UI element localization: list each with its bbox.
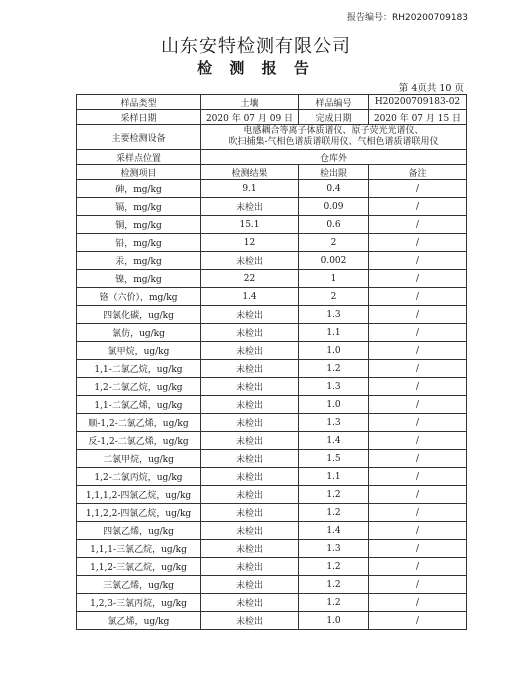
note-cell: / <box>369 540 467 558</box>
finish-date-value: 2020 年 07 月 15 日 <box>369 110 467 125</box>
limit-cell: 1.2 <box>299 486 369 504</box>
item-cell: 汞，mg/kg <box>77 252 201 270</box>
item-cell: 氯乙烯，ug/kg <box>77 612 201 630</box>
table-row <box>77 180 467 198</box>
item-cell: 1,2-二氯乙烷，ug/kg <box>77 378 201 396</box>
report-title: 检 测 报 告 <box>197 59 315 77</box>
equipment-label: 主要检测设备 <box>77 125 201 150</box>
table-row <box>77 468 467 486</box>
table-row <box>77 306 467 324</box>
result-cell: 未检出 <box>201 540 299 558</box>
note-cell: / <box>369 558 467 576</box>
note-cell: / <box>369 342 467 360</box>
item-cell: 铬（六价），mg/kg <box>77 288 201 306</box>
table-row <box>77 360 467 378</box>
result-cell: 未检出 <box>201 252 299 270</box>
limit-cell: 0.4 <box>299 180 369 198</box>
item-cell: 1,2,3-三氯丙烷，ug/kg <box>77 594 201 612</box>
result-cell: 9.1 <box>201 180 299 198</box>
table-row <box>77 198 467 216</box>
note-cell: / <box>369 234 467 252</box>
result-cell: 未检出 <box>201 468 299 486</box>
item-cell: 四氯化碳，ug/kg <box>77 306 201 324</box>
item-cell: 1,1,1-三氯乙烷，ug/kg <box>77 540 201 558</box>
equipment-line-1: 电感耦合等离子体质谱仪、原子荧光光谱仪、 <box>243 126 424 136</box>
table-row <box>77 288 467 306</box>
limit-cell: 1.5 <box>299 450 369 468</box>
note-cell: / <box>369 504 467 522</box>
table-row <box>77 432 467 450</box>
item-cell: 四氯乙烯，ug/kg <box>77 522 201 540</box>
limit-cell: 1.3 <box>299 306 369 324</box>
result-cell: 未检出 <box>201 594 299 612</box>
equipment-value <box>201 125 467 150</box>
result-cell: 未检出 <box>201 612 299 630</box>
item-cell: 砷，mg/kg <box>77 180 201 198</box>
result-cell: 未检出 <box>201 486 299 504</box>
result-cell: 未检出 <box>201 306 299 324</box>
result-cell: 未检出 <box>201 504 299 522</box>
report-number <box>347 10 468 23</box>
note-cell: / <box>369 414 467 432</box>
result-cell: 15.1 <box>201 216 299 234</box>
note-cell: / <box>369 180 467 198</box>
column-header-note: 备注 <box>369 165 467 180</box>
table-row <box>77 576 467 594</box>
item-cell: 1,2-二氯丙烷，ug/kg <box>77 468 201 486</box>
result-cell: 未检出 <box>201 414 299 432</box>
item-cell: 1,1-二氯乙烷，ug/kg <box>77 360 201 378</box>
table-row <box>77 594 467 612</box>
note-cell: / <box>369 324 467 342</box>
table-row <box>77 450 467 468</box>
item-cell: 二氯甲烷，ug/kg <box>77 450 201 468</box>
equipment-row <box>77 125 467 150</box>
limit-cell: 0.6 <box>299 216 369 234</box>
page-info: 第 4页共 10 页 <box>398 83 464 94</box>
location-value: 仓库外 <box>201 150 467 165</box>
result-cell: 未检出 <box>201 342 299 360</box>
item-cell: 铅，mg/kg <box>77 234 201 252</box>
finish-date-label: 完成日期 <box>299 110 369 125</box>
note-cell: / <box>369 288 467 306</box>
note-cell: / <box>369 396 467 414</box>
limit-cell: 1.1 <box>299 324 369 342</box>
limit-cell: 1.3 <box>299 414 369 432</box>
limit-cell: 0.09 <box>299 198 369 216</box>
table-row <box>77 270 467 288</box>
limit-cell: 1.4 <box>299 522 369 540</box>
table-row <box>77 612 467 630</box>
item-cell: 氯仿，ug/kg <box>77 324 201 342</box>
item-cell: 氯甲烷，ug/kg <box>77 342 201 360</box>
limit-cell: 1.4 <box>299 432 369 450</box>
limit-cell: 1.2 <box>299 576 369 594</box>
limit-cell: 0.002 <box>299 252 369 270</box>
result-cell: 未检出 <box>201 396 299 414</box>
sampling-date-value: 2020 年 07 月 09 日 <box>201 110 299 125</box>
note-cell: / <box>369 450 467 468</box>
table-row <box>77 378 467 396</box>
sample-type-row <box>77 95 467 110</box>
table-row <box>77 540 467 558</box>
note-cell: / <box>369 522 467 540</box>
result-cell: 22 <box>201 270 299 288</box>
note-cell: / <box>369 612 467 630</box>
note-cell: / <box>369 432 467 450</box>
result-cell: 未检出 <box>201 522 299 540</box>
limit-cell: 1.2 <box>299 360 369 378</box>
note-cell: / <box>369 216 467 234</box>
item-cell: 1,1,2,2-四氯乙烷，ug/kg <box>77 504 201 522</box>
sample-number-label: 样品编号 <box>299 95 369 110</box>
item-cell: 三氯乙烯，ug/kg <box>77 576 201 594</box>
result-cell: 未检出 <box>201 432 299 450</box>
item-cell: 镍，mg/kg <box>77 270 201 288</box>
organization-name: 山东安特检测有限公司 <box>161 36 351 57</box>
column-header-item: 检测项目 <box>77 165 201 180</box>
limit-cell: 1.1 <box>299 468 369 486</box>
sampling-date-label: 采样日期 <box>77 110 201 125</box>
note-cell: / <box>369 252 467 270</box>
equipment-line-2: 吹扫捕集-气相色谱质谱联用仪、气相色谱质谱联用仪 <box>228 137 439 147</box>
limit-cell: 1.0 <box>299 396 369 414</box>
report-number-label: 报告编号： <box>346 13 392 23</box>
note-cell: / <box>369 198 467 216</box>
note-cell: / <box>369 306 467 324</box>
result-cell: 未检出 <box>201 450 299 468</box>
table-row <box>77 558 467 576</box>
item-cell: 镉，mg/kg <box>77 198 201 216</box>
location-row <box>77 150 467 165</box>
note-cell: / <box>369 468 467 486</box>
limit-cell: 2 <box>299 288 369 306</box>
column-header-row <box>77 165 467 180</box>
limit-cell: 2 <box>299 234 369 252</box>
item-cell: 1,1-二氯乙烯，ug/kg <box>77 396 201 414</box>
result-cell: 未检出 <box>201 360 299 378</box>
note-cell: / <box>369 594 467 612</box>
table-row <box>77 486 467 504</box>
limit-cell: 1.2 <box>299 558 369 576</box>
column-header-limit: 检出限 <box>299 165 369 180</box>
result-cell: 1.4 <box>201 288 299 306</box>
item-cell: 铜，mg/kg <box>77 216 201 234</box>
column-header-result: 检测结果 <box>201 165 299 180</box>
table-row <box>77 324 467 342</box>
result-cell: 未检出 <box>201 378 299 396</box>
result-cell: 未检出 <box>201 198 299 216</box>
sample-type-value: 土壤 <box>201 95 299 110</box>
result-cell: 12 <box>201 234 299 252</box>
note-cell: / <box>369 360 467 378</box>
limit-cell: 1 <box>299 270 369 288</box>
sample-number-value: H20200709183-02 <box>369 95 467 110</box>
result-cell: 未检出 <box>201 576 299 594</box>
item-cell: 反-1,2-二氯乙烯，ug/kg <box>77 432 201 450</box>
table-row <box>77 216 467 234</box>
limit-cell: 1.2 <box>299 504 369 522</box>
location-label: 采样点位置 <box>77 150 201 165</box>
sample-type-label: 样品类型 <box>77 95 201 110</box>
item-cell: 1,1,2-三氯乙烷，ug/kg <box>77 558 201 576</box>
table-row <box>77 396 467 414</box>
item-cell: 顺-1,2-二氯乙烯，ug/kg <box>77 414 201 432</box>
limit-cell: 1.3 <box>299 378 369 396</box>
note-cell: / <box>369 576 467 594</box>
table-row <box>77 414 467 432</box>
report-number-value: RH20200709183 <box>391 13 468 23</box>
table-row <box>77 252 467 270</box>
table-row <box>77 522 467 540</box>
item-cell: 1,1,1,2-四氯乙烷，ug/kg <box>77 486 201 504</box>
result-cell: 未检出 <box>201 324 299 342</box>
limit-cell: 1.0 <box>299 342 369 360</box>
limit-cell: 1.0 <box>299 612 369 630</box>
table-row <box>77 234 467 252</box>
dates-row <box>77 110 467 125</box>
note-cell: / <box>369 378 467 396</box>
note-cell: / <box>369 486 467 504</box>
results-table <box>76 94 467 630</box>
table-row <box>77 504 467 522</box>
limit-cell: 1.3 <box>299 540 369 558</box>
result-cell: 未检出 <box>201 558 299 576</box>
limit-cell: 1.2 <box>299 594 369 612</box>
note-cell: / <box>369 270 467 288</box>
table-row <box>77 342 467 360</box>
